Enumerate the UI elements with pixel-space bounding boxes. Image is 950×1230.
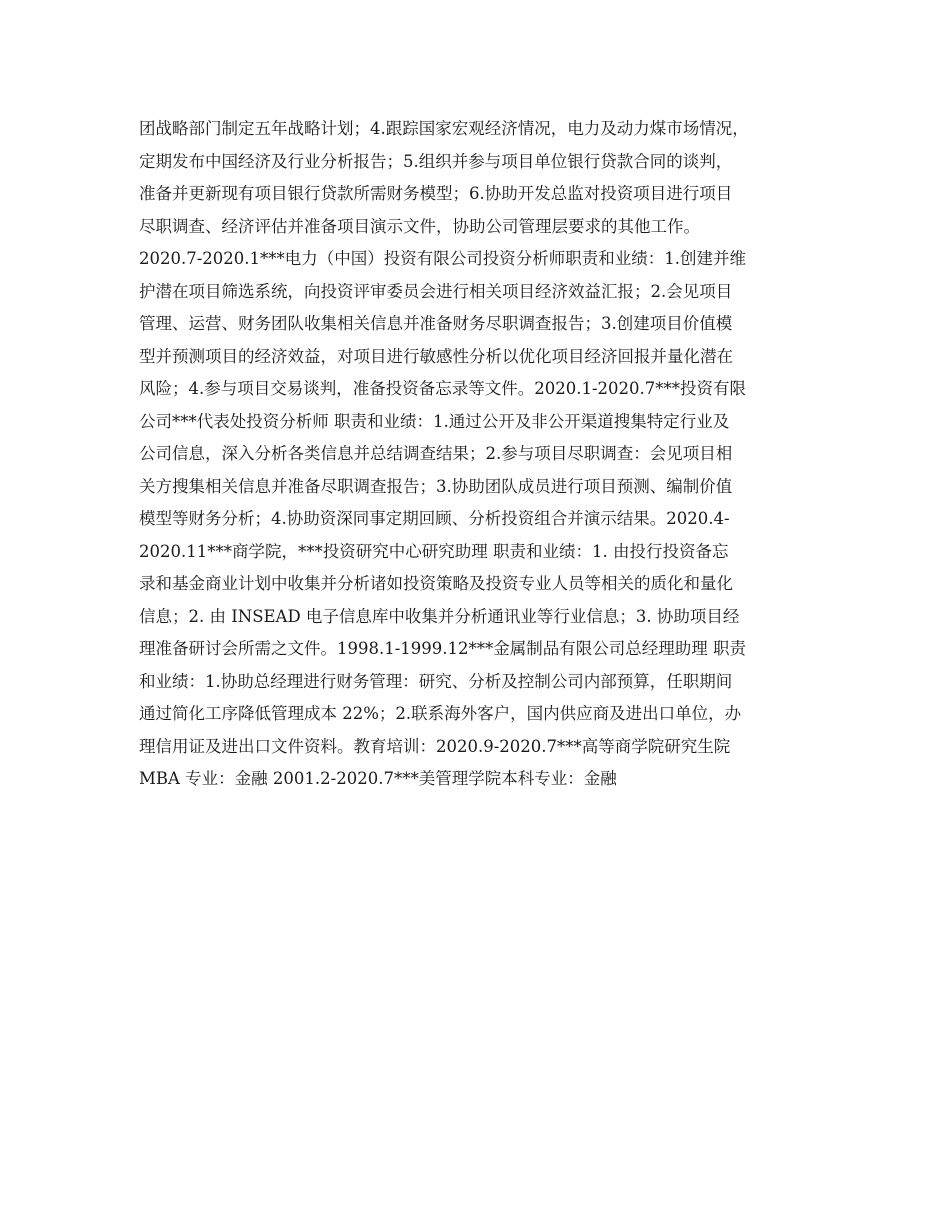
text-line: 公司***代表处投资分析师 职责和业绩：1.通过公开及非公开渠道搜集特定行业及 [139, 411, 730, 431]
text-line: 尽职调查、经济评估并准备项目演示文件，协助公司管理层要求的其他工作。 [139, 216, 700, 236]
text-line: 团战略部门制定五年战略计划；4.跟踪国家宏观经济情况，电力及动力煤市场情况， [139, 119, 749, 138]
text-line: 录和基金商业计划中收集并分析诸如投资策略及投资专业人员等相关的质化和量化 [139, 574, 733, 593]
text-line: 2020.11***商学院，***投资研究中心研究助理 职责和业绩：1. 由投行投资备忘 [139, 541, 729, 561]
text-line: 风险；4.参与项目交易谈判，准备投资备忘录等文件。2020.1-2020.7***投资有限 [139, 379, 747, 398]
text-line: 通过简化工序降低管理成本 22%；2.联系海外客户，国内供应商及进出口单位，办 [139, 704, 742, 723]
text-line: 公司信息，深入分析各类信息并总结调查结果；2.参与项目尽职调查：会见项目相 [139, 444, 733, 463]
text-line: 和业绩：1.协助总经理进行财务管理：研究、分析及控制公司内部预算，任职期间 [139, 671, 733, 691]
text-line: 型并预测项目的经济效益，对项目进行敏感性分析以优化项目经济回报并量化潜在 [139, 346, 733, 366]
text-line: 2020.7-2020.1***电力（中国）投资有限公司投资分析师职责和业绩：1.创建并维 [139, 249, 747, 268]
text-line: 护潜在项目筛选系统，向投资评审委员会进行相关项目经济效益汇报；2.会见项目 [139, 281, 733, 301]
text-line: 理信用证及进出口文件资料。教育培训：2020.9-2020.7***高等商学院研究生院 [139, 736, 731, 756]
text-line: 管理、运营、财务团队收集相关信息并准备财务尽职调查报告；3.创建项目价值模 [139, 314, 733, 333]
text-line: 信息；2. 由 INSEAD 电子信息库中收集并分析通讯业等行业信息；3. 协助项目经 [139, 606, 740, 626]
text-line: 理准备研讨会所需之文件。1998.1-1999.12***金属制品有限公司总经理助理 职责 [139, 639, 747, 658]
text-line: 关方搜集相关信息并准备尽职调查报告；3.协助团队成员进行项目预测、编制价值 [139, 476, 733, 496]
text-line: 模型等财务分析；4.协助资深同事定期回顾、分析投资组合并演示结果。2020.4- [139, 509, 730, 528]
text-line: 定期发布中国经济及行业分析报告；5.组织并参与项目单位银行贷款合同的谈判， [139, 151, 733, 171]
text-line: 准备并更新现有项目银行贷款所需财务模型；6.协助开发总监对投资项目进行项目 [139, 184, 733, 203]
body-paragraph [139, 113, 819, 796]
text-line: MBA 专业：金融 2001.2-2020.7***美管理学院本科专业：金融 [139, 769, 617, 788]
